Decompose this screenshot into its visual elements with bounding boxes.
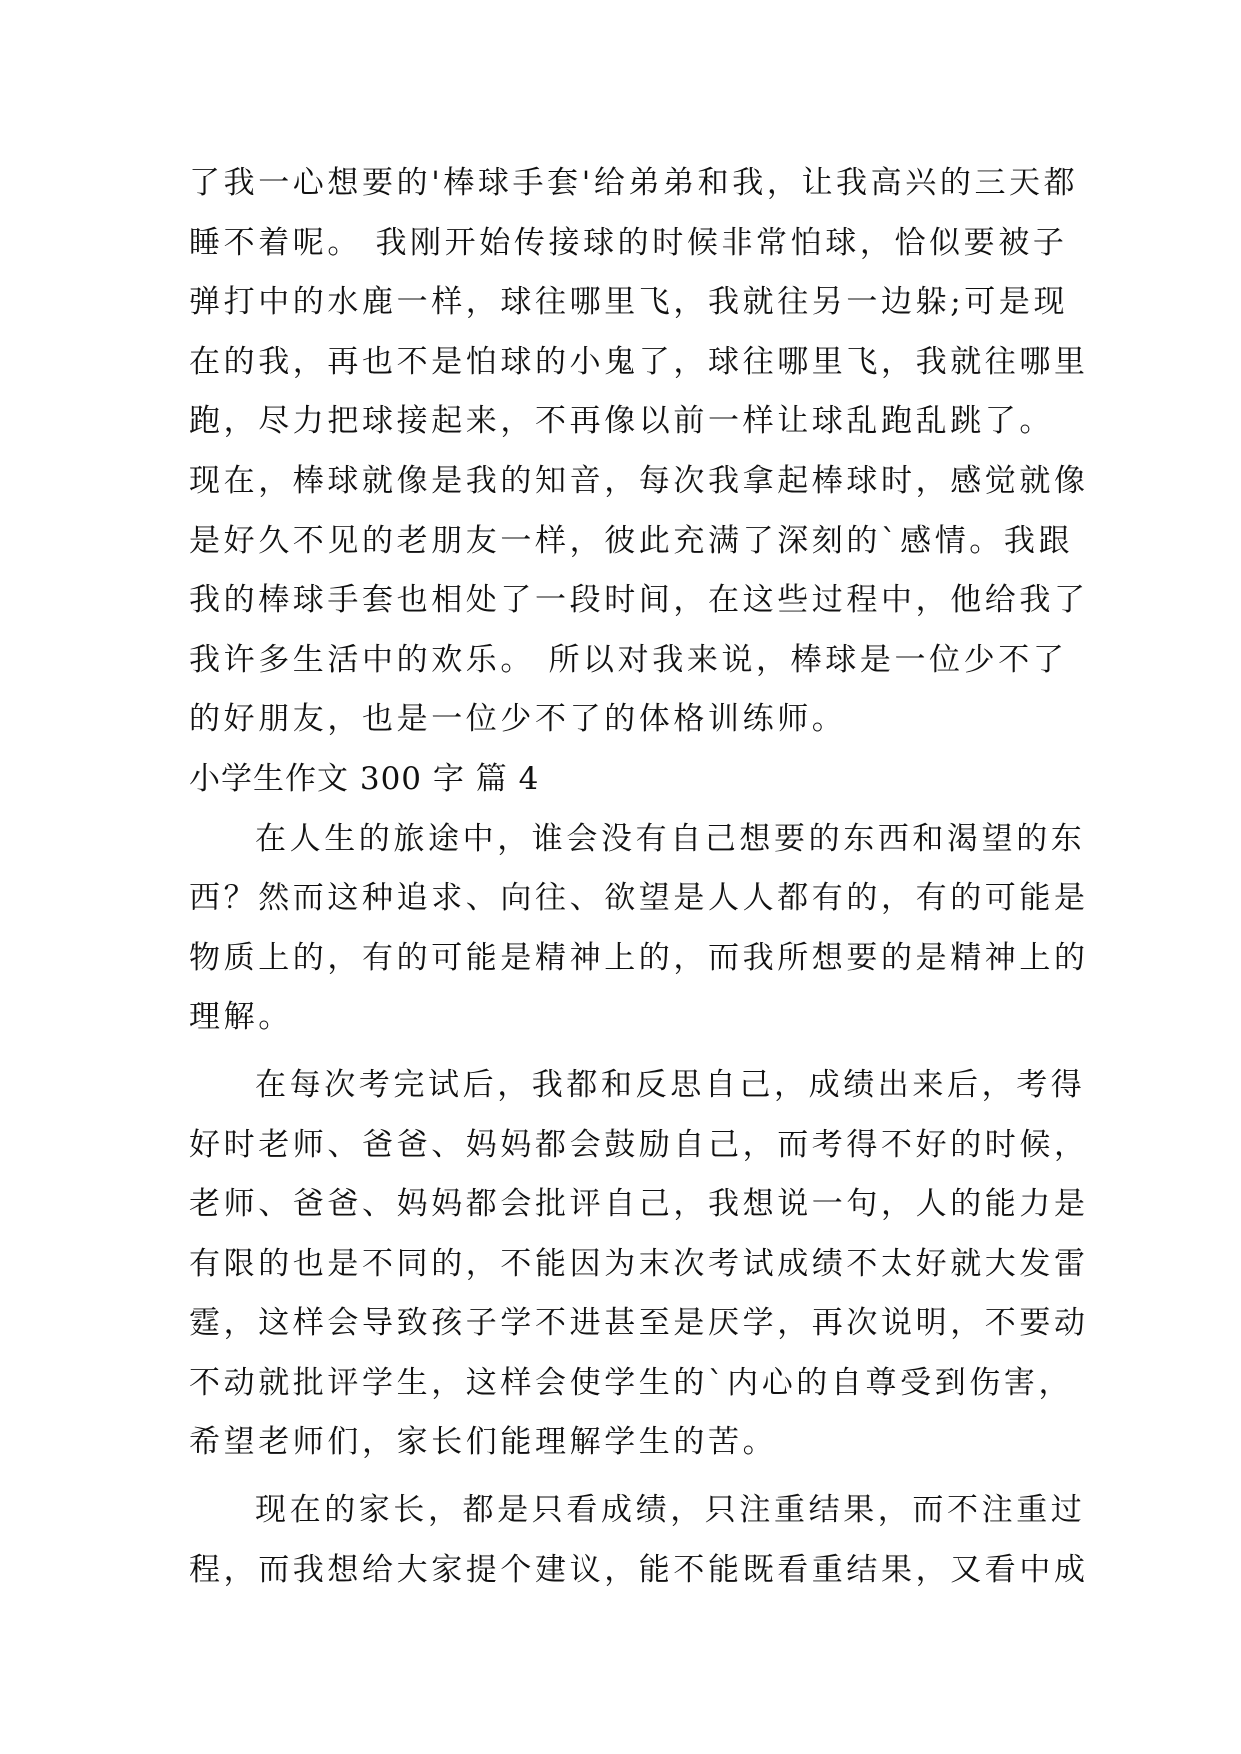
text-line: 理解。 (189, 999, 293, 1036)
paragraph (189, 1481, 1089, 1600)
text-line: 弹打中的水鹿一样，球往哪里飞，我就往另一边躲;可是现 (189, 284, 1069, 321)
text-line: 我许多生活中的欢乐。 所以对我来说，棒球是一位少不了 (189, 641, 1068, 678)
paragraph (189, 810, 1089, 1048)
text-line: 跑，尽力把球接起来，不再像以前一样让球乱跑乱跳了。 (189, 403, 1054, 440)
text-line: 有限的也是不同的，不能因为末次考试成绩不太好就大发雷 (189, 1245, 1089, 1282)
text-line: 在的我，再也不是怕球的小鬼了，球往哪里飞，我就往哪里 (189, 343, 1089, 380)
paragraph (189, 1056, 1089, 1473)
text-line: 霆，这样会导致孩子学不进甚至是厌学，再次说明，不要动 (189, 1305, 1089, 1342)
text-line: 睡不着呢。 我刚开始传接球的时候非常怕球，恰似要被子 (189, 224, 1068, 261)
text-line: 我的棒球手套也相处了一段时间，在这些过程中，他给我了 (189, 582, 1089, 619)
text-line: 西？然而这种追求、向往、欲望是人人都有的，有的可能是 (189, 880, 1089, 917)
text-line: 程，而我想给大家提个建议，能不能既看重结果，又看中成 (189, 1551, 1089, 1588)
text-line: 现在的家长，都是只看成绩，只注重结果，而不注重过 (255, 1492, 1086, 1529)
text-line: 在人生的旅途中，谁会没有自己想要的东西和渴望的东 (255, 820, 1086, 857)
text-line: 了我一心想要的'棒球手套'给弟弟和我，让我高兴的三天都 (189, 165, 1079, 201)
text-line: 是好久不见的老朋友一样，彼此充满了深刻的`感情。我跟 (189, 522, 1074, 559)
text-line: 好时老师、爸爸、妈妈都会鼓励自己，而考得不好的时候， (189, 1126, 1089, 1163)
text-line: 的好朋友，也是一位少不了的体格训练师。 (189, 701, 847, 738)
text-line: 老师、爸爸、妈妈都会批评自己，我想说一句，人的能力是 (189, 1186, 1089, 1223)
text-line: 不动就批评学生，这样会使学生的`内心的自尊受到伤害， (189, 1364, 1074, 1401)
essay-body (189, 154, 1089, 1600)
section-heading: 小学生作文 300 字 篇 4 (189, 760, 540, 797)
text-line: 在每次考完试后，我都和反思自己，成绩出来后，考得 (255, 1066, 1086, 1103)
text-line: 现在，棒球就像是我的知音，每次我拿起棒球时，感觉就像 (189, 462, 1089, 499)
continued-paragraph (189, 154, 1089, 750)
text-line: 希望老师们，家长们能理解学生的苦。 (189, 1424, 778, 1461)
text-line: 物质上的，有的可能是精神上的，而我所想要的是精神上的 (189, 939, 1089, 976)
